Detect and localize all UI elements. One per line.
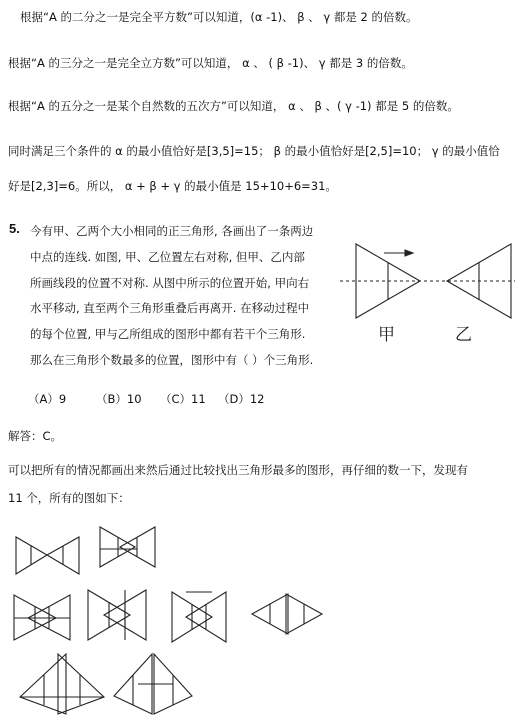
solution-sketch-4 — [88, 590, 146, 640]
question-line-6: 那么在三角形个数最多的位置，图形中有（ ）个三角形. — [30, 353, 314, 367]
solution-sketch-6 — [252, 594, 322, 634]
question-line-4: 水平移动, 直至两个三角形重叠后再离开. 在移动过程中 — [30, 301, 310, 315]
option-b: （B）10 — [96, 392, 142, 406]
solution-sketch-7 — [20, 654, 104, 714]
solution-sketch-3 — [14, 595, 70, 640]
figure-label-jia: 甲 — [378, 325, 395, 345]
question-number: 5. — [9, 221, 20, 236]
option-a: （A）9 — [28, 392, 67, 406]
question-line-1: 今有甲、乙两个大小相同的正三角形, 各画出了一条两边 — [30, 224, 314, 238]
solution-sketch-8 — [114, 654, 192, 714]
paragraph-fifth-condition: 根据“A 的五分之一是某个自然数的五次方”可以知道， α 、 β 、( γ -1) 都是 5 的倍数。 — [8, 99, 459, 113]
explanation-line2: 11 个，所有的图如下： — [8, 491, 130, 505]
solution-sketch-1 — [16, 537, 79, 574]
answer-label: 解答：C。 — [8, 429, 63, 443]
figure-label-yi: 乙 — [455, 325, 472, 345]
question-figure — [340, 244, 515, 318]
paragraph-third-condition: 根据“A 的三分之一是完全立方数”可以知道， α 、 ( β -1)、 γ 都是 3 的倍数。 — [8, 56, 413, 70]
arrow-head-icon — [405, 250, 413, 256]
solution-sketch-5 — [172, 592, 226, 642]
question-line-5: 的每个位置, 甲与乙所组成的图形中都有若干个三角形. — [30, 327, 306, 341]
paragraph-half-condition: 根据“A 的二分之一是完全平方数”可以知道，(α -1)、 β 、 γ 都是 2 的倍数。 — [20, 10, 418, 24]
explanation-line1: 可以把所有的情况都画出来然后通过比较找出三角形最多的图形，再仔细的数一下，发现有 — [8, 463, 468, 477]
solution-sketch-2 — [100, 527, 155, 567]
paragraph-minimum-line2: 好是[2,3]=6。所以， α + β + γ 的最小值是 15+10+6=31。 — [8, 179, 337, 193]
question-line-2: 中点的连线. 如图, 甲、乙位置左右对称, 但甲、乙内部 — [30, 250, 305, 264]
option-d: （D）12 — [218, 392, 265, 406]
paragraph-minimum-line1: 同时满足三个条件的 α 的最小值恰好是[3,5]=15； β 的最小值恰好是[2,5]=10； γ 的最小值恰 — [8, 144, 500, 158]
option-c: （C）11 — [160, 392, 206, 406]
question-line-3: 所画线段的位置不对称. 从图中所示的位置开始, 甲向右 — [30, 276, 310, 290]
